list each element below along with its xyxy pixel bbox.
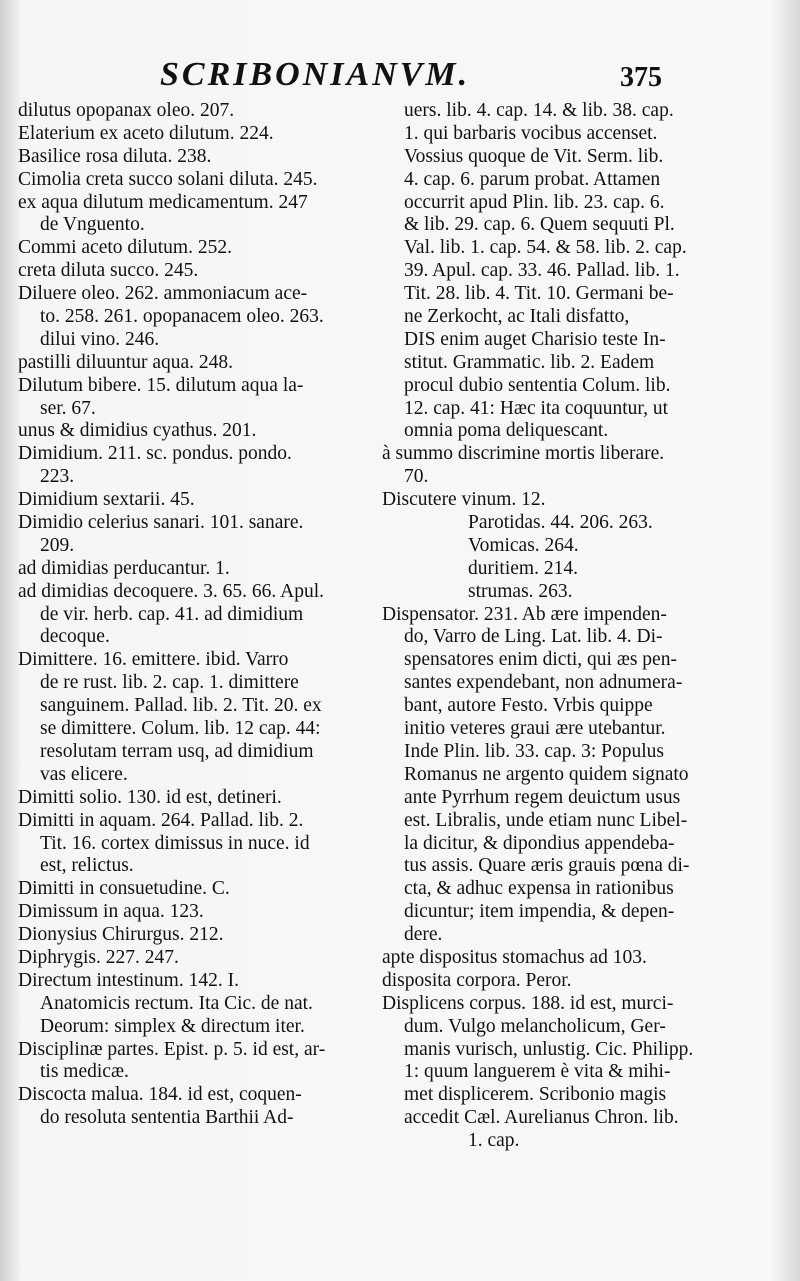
index-line: Inde Plin. lib. 33. cap. 3: Populus [404,740,664,762]
index-line: Basilice rosa diluta. 238. [18,145,212,167]
index-line: Elaterium ex aceto dilutum. 224. [18,122,274,144]
index-line: disposita corpora. Peror. [382,969,572,991]
index-line: Discutere vinum. 12. [382,489,546,511]
index-line: Cimolia creta succo solani diluta. 245. [18,168,318,190]
index-line: Romanus ne argento quidem signato [404,763,689,785]
index-line: Vossius quoque de Vit. Serm. lib. [404,145,664,167]
index-line: 4. cap. 6. parum probat. Attamen [404,168,661,190]
index-line: 1. cap. [468,1130,520,1152]
index-line: decoque. [40,626,110,648]
index-line: dilui vino. 246. [40,328,160,350]
index-line: ad dimidias perducantur. 1. [18,557,230,579]
index-line: dicuntur; item impendia, & depen- [404,901,675,923]
index-line: creta diluta succo. 245. [18,260,199,282]
index-line: unus & dimidius cyathus. 201. [18,420,257,442]
index-line: 39. Apul. cap. 33. 46. Pallad. lib. 1. [404,260,680,282]
index-line: Anatomicis rectum. Ita Cic. de nat. [40,992,313,1014]
index-line: met displicerem. Scribonio magis [404,1084,667,1106]
index-line: uers. lib. 4. cap. 14. & lib. 38. cap. [404,100,674,121]
index-line: do resoluta sententia Barthii Ad- [40,1107,294,1129]
index-line: manis vurisch, unlustig. Cic. Philipp. [404,1038,694,1060]
index-line: Tit. 16. cortex dimissus in nuce. id [40,832,310,854]
index-line: 1: quum languerem è vita & mihi- [404,1061,671,1083]
index-line: Dionysius Chirurgus. 212. [18,924,224,946]
index-line: ante Pyrrhum regem deuictum usus [404,786,681,808]
index-line: sanguinem. Pallad. lib. 2. Tit. 20. ex [40,695,322,717]
index-line: cta, & adhuc expensa in rationibus [404,878,674,900]
index-line: 223. [40,466,75,488]
index-line: 1. qui barbaris vocibus accenset. [404,122,658,144]
left-column [18,100,374,1130]
index-line: ne Zerkocht, ac Itali disfatto, [404,306,630,328]
index-line: Displicens corpus. 188. id est, murci- [382,992,674,1014]
page-number: 375 [620,62,662,93]
index-line: Dispensator. 231. Ab ære impenden- [382,603,667,625]
right-column [382,100,742,1153]
index-line: Dimidium sextarii. 45. [18,489,195,511]
index-line: dum. Vulgo melancholicum, Ger- [404,1015,666,1037]
index-line: Dimitti in consuetudine. C. [18,878,230,900]
index-line: Deorum: simplex & directum iter. [40,1015,305,1037]
index-line: santes expendebant, non adnumera- [404,672,683,694]
index-line: est. Libralis, unde etiam nunc Libel- [404,809,688,831]
index-line: bant, autore Festo. Vrbis quippe [404,695,653,717]
index-line: initio veteres graui ære utebantur. [404,718,666,740]
index-line: strumas. 263. [468,580,573,602]
index-line: accedit Cæl. Aurelianus Chron. lib. [404,1107,679,1129]
index-line: se dimittere. Colum. lib. 12 cap. 44: [40,718,321,740]
index-line: Discocta malua. 184. id est, coquen- [18,1084,302,1106]
index-line: Directum intestinum. 142. I. [18,969,239,991]
index-line: occurrit apud Plin. lib. 23. cap. 6. [404,191,665,213]
index-line: Dimissum in aqua. 123. [18,901,204,923]
index-line: Diphrygis. 227. 247. [18,946,179,968]
index-line: dilutus opopanax oleo. 207. [18,100,235,121]
index-line: Dimitti solio. 130. id est, detineri. [18,786,282,808]
page-header [0,56,800,100]
index-line: de vir. herb. cap. 41. ad dimidium [40,603,304,625]
index-line: procul dubio sententia Colum. lib. [404,374,671,396]
index-line: Diluere oleo. 262. ammoniacum ace- [18,283,308,305]
index-line: de Vnguento. [40,214,145,236]
index-line: la dicitur, & dipondius appendeba- [404,832,675,854]
index-line: ex aqua dilutum medicamentum. 247 [18,191,308,213]
index-line: 12. cap. 41: Hæc ita coquuntur, ut [404,397,669,419]
index-line: spensatores enim dicti, qui æs pen- [404,649,677,671]
index-line: Dimidium. 211. sc. pondus. pondo. [18,443,292,465]
index-line: ser. 67. [40,397,96,419]
index-line: stitut. Grammatic. lib. 2. Eadem [404,351,655,373]
index-line: à summo discrimine mortis liberare. [382,443,665,465]
index-line: Disciplinæ partes. Epist. p. 5. id est, ar- [18,1038,326,1060]
index-line: de re rust. lib. 2. cap. 1. dimittere [40,672,299,694]
index-line: tus assis. Quare æris grauis pœna di- [404,855,690,877]
index-line: ad dimidias decoquere. 3. 65. 66. Apul. [18,580,324,602]
index-line: Commi aceto dilutum. 252. [18,237,232,259]
index-line: & lib. 29. cap. 6. Quem sequuti Pl. [404,214,675,236]
index-line: vas elicere. [40,763,128,785]
index-line: est, relictus. [40,855,134,877]
index-line: dere. [404,924,443,946]
index-line: tis medicæ. [40,1061,129,1083]
index-line: to. 258. 261. opopanacem oleo. 263. [40,306,324,328]
index-line: Vomicas. 264. [468,534,579,556]
index-line: Tit. 28. lib. 4. Tit. 10. Germani be- [404,283,674,305]
running-head: SCRIBONIANVM. [160,56,471,93]
index-line: Dimidio celerius sanari. 101. sanare. [18,512,304,534]
index-line: pastilli diluuntur aqua. 248. [18,351,234,373]
index-line: DIS enim auget Charisio teste In- [404,328,666,350]
index-line: duritiem. 214. [468,557,578,579]
index-line: resolutam terram usq, ad dimidium [40,740,314,762]
index-line: omnia poma deliquescant. [404,420,609,442]
index-line: 209. [40,534,75,556]
index-line: Dimitti in aquam. 264. Pallad. lib. 2. [18,809,304,831]
index-line: apte dispositus stomachus ad 103. [382,946,647,968]
index-line: Dilutum bibere. 15. dilutum aqua la- [18,374,304,396]
index-line: do, Varro de Ling. Lat. lib. 4. Di- [404,626,663,648]
index-line: Dimittere. 16. emittere. ibid. Varro [18,649,289,671]
index-line: Val. lib. 1. cap. 54. & 58. lib. 2. cap. [404,237,687,259]
index-line: Parotidas. 44. 206. 263. [468,512,653,534]
index-line: 70. [404,466,429,488]
